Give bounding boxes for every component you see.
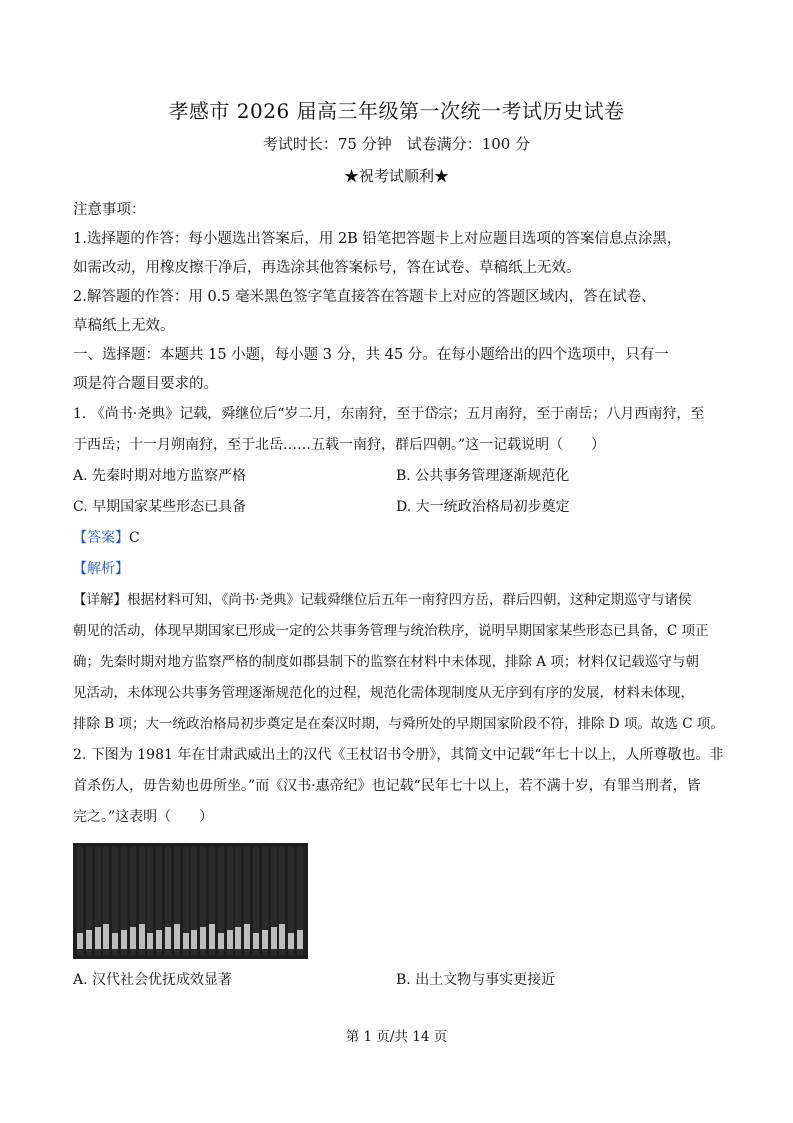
bamboo-slip-end <box>103 924 109 949</box>
page-number-footer: 第 1 页/共 14 页 <box>345 1029 448 1045</box>
section-1-line-2: 项是符合题目要求的。 <box>73 376 218 392</box>
bamboo-slip-end <box>191 930 197 949</box>
bamboo-slip <box>271 847 277 955</box>
bamboo-slip-end <box>253 933 259 949</box>
bamboo-slip-end <box>174 924 180 949</box>
question-2-line-3: 完之。”这表明（ ） <box>73 809 214 825</box>
bamboo-slip <box>253 847 259 955</box>
exam-content <box>73 196 733 996</box>
question-1-detail-line-3: 确；先秦时期对地方监察严格的制度如郡县制下的监察在材料中未体现，排除 A 项；材料仅记载巡守与朝 <box>73 654 699 670</box>
question-2-options-row-1 <box>73 965 733 996</box>
question-1-detail-line-5: 排除 B 项；大一统政治格局初步奠定是在秦汉时期，与舜所处的早期国家阶段不符，排除 D 项。故选 C 项。 <box>73 716 724 732</box>
question-1-options-row-2 <box>73 492 733 523</box>
bamboo-slip <box>95 847 101 955</box>
bamboo-slip <box>103 847 109 955</box>
bamboo-slip-end <box>279 924 285 949</box>
bamboo-slip-end <box>235 927 241 949</box>
bamboo-slip <box>209 847 215 955</box>
answer-value: C <box>129 530 140 546</box>
question-1-analysis-heading <box>73 554 733 585</box>
bamboo-slips-photo <box>73 843 308 959</box>
question-1-line-1: 1. 《尚书·尧典》记载，舜继位后“岁二月，东南狩，至于岱宗；五月南狩，至于南岳；八月西南狩，至 <box>73 406 705 422</box>
bamboo-slip <box>86 847 92 955</box>
bamboo-slip-end <box>183 933 189 949</box>
bamboo-slip-end <box>209 924 215 949</box>
detail-tag: 【详解】 <box>73 592 127 608</box>
question-1-line-2: 于西岳；十一月朔南狩，至于北岳……五载一南狩，群后四朝。”这一记载说明（ ） <box>73 437 606 453</box>
bamboo-slip <box>139 847 145 955</box>
question-1-options-row-1 <box>73 461 733 492</box>
bamboo-slip <box>121 847 127 955</box>
bamboo-slip <box>200 847 206 955</box>
exam-duration-score: 考试时长：75 分钟 试卷满分：100 分 <box>262 135 531 153</box>
note-item-2-line-1: 2.解答题的作答：用 0.5 毫米黑色签字笔直接答在答题卡上对应的答题区域内，答在试卷、 <box>73 289 656 305</box>
bamboo-slip-end <box>95 927 101 949</box>
bamboo-slip <box>244 847 250 955</box>
good-luck-line: ★祝考试顺利★ <box>343 167 449 185</box>
bamboo-slip <box>227 847 233 955</box>
bamboo-slip-end <box>297 930 303 949</box>
question-2-line-2: 首杀伤人，毋告劾也毋所坐。”而《汉书·惠帝纪》也记载“民年七十以上，若不满十岁，有罪当刑者，皆 <box>73 778 701 794</box>
bamboo-slip-end <box>86 930 92 949</box>
bamboo-slip <box>183 847 189 955</box>
question-1-option-d: D. 大一统政治格局初步奠定 <box>396 499 570 515</box>
answer-tag: 【答案】 <box>73 530 129 546</box>
bamboo-slip-end <box>218 933 224 949</box>
bamboo-slip-end <box>227 930 233 949</box>
question-1-option-c: C. 早期国家某些形态已具备 <box>73 499 247 515</box>
note-item-1-line-1: 1.选择题的作答：每小题选出答案后，用 2B 铅笔把答题卡上对应题目选项的答案信息点涂黑， <box>73 231 682 247</box>
question-2-option-a: A. 汉代社会优抚成效显著 <box>73 972 233 988</box>
bamboo-slip-end <box>200 927 206 949</box>
bamboo-slip-end <box>77 933 83 949</box>
detail-text: 根据材料可知，《尚书·尧典》记载舜继位后五年一南狩四方岳，群后四朝，这种定期巡守与诸侯 <box>127 592 692 608</box>
bamboo-slip <box>191 847 197 955</box>
bamboo-slip-end <box>121 930 127 949</box>
bamboo-slip <box>297 847 303 955</box>
bamboo-slip <box>147 847 153 955</box>
bamboo-slip <box>235 847 241 955</box>
bamboo-slip-end <box>139 924 145 949</box>
notes-heading: 注意事项： <box>73 202 146 218</box>
bamboo-slip-end <box>156 930 162 949</box>
bamboo-slip <box>288 847 294 955</box>
question-1-answer <box>73 523 733 554</box>
bamboo-slip-end <box>147 933 153 949</box>
analysis-tag: 【解析】 <box>73 561 129 577</box>
bamboo-slip <box>130 847 136 955</box>
question-1-option-a: A. 先秦时期对地方监察严格 <box>73 468 247 484</box>
bamboo-slip <box>156 847 162 955</box>
bamboo-slip-end <box>130 927 136 949</box>
section-1-line-1: 一、选择题：本题共 15 小题，每小题 3 分，共 45 分。在每小题给出的四个选项中，只有一 <box>73 347 669 363</box>
bamboo-slip-end <box>244 924 250 949</box>
question-2-line-1: 2. 下图为 1981 年在甘肃武威出土的汉代《王杖诏书令册》，其简文中记载“年七十以上，人所尊敬也。非 <box>73 747 724 763</box>
question-1-option-b: B. 公共事务管理逐渐规范化 <box>396 468 570 484</box>
bamboo-slip <box>262 847 268 955</box>
bamboo-slip <box>77 847 83 955</box>
note-item-2-line-2: 草稿纸上无效。 <box>73 318 175 334</box>
bamboo-slip-end <box>288 933 294 949</box>
bamboo-slip-end <box>271 927 277 949</box>
bamboo-slip <box>165 847 171 955</box>
bamboo-slip <box>218 847 224 955</box>
bamboo-slip <box>279 847 285 955</box>
note-item-1-line-2: 如需改动，用橡皮擦干净后，再选涂其他答案标号，答在试卷、草稿纸上无效。 <box>73 260 581 276</box>
bamboo-slip-end <box>112 933 118 949</box>
question-1-detail-line-2: 朝见的活动，体现早期国家已形成一定的公共事务管理与统治秩序，说明早期国家某些形态已具备，C 项正 <box>73 623 709 639</box>
page-title: 孝感市 2026 届高三年级第一次统一考试历史试卷 <box>168 99 625 123</box>
question-1-detail-line-1 <box>73 585 733 616</box>
bamboo-slip-end <box>165 927 171 949</box>
bamboo-slip <box>112 847 118 955</box>
bamboo-slip-end <box>262 930 268 949</box>
question-1-detail-line-4: 见活动，未体现公共事务管理逐渐规范化的过程，规范化需体现制度从无序到有序的发展，材料未体现， <box>73 685 694 701</box>
bamboo-slip <box>174 847 180 955</box>
question-2-option-b: B. 出土文物与事实更接近 <box>396 972 556 988</box>
